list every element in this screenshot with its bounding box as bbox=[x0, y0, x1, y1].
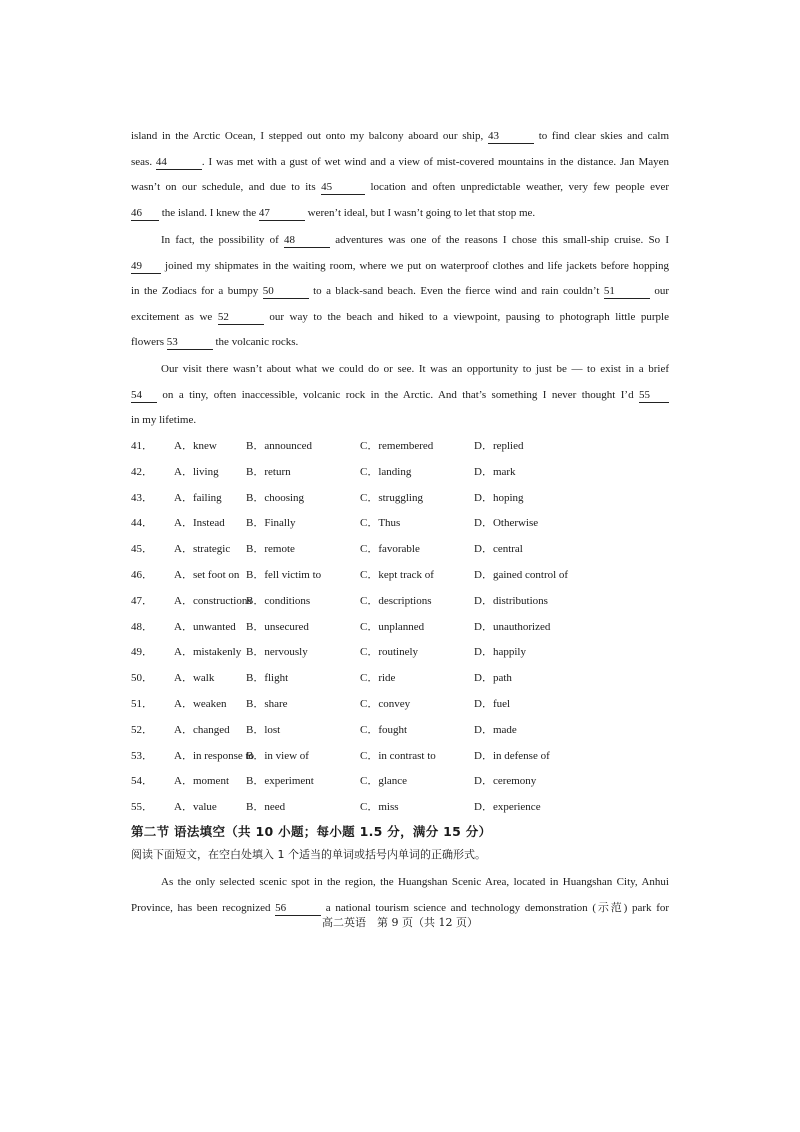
blank-44: 44 bbox=[156, 156, 202, 170]
option-row-53: 53． A．in response to B．in view of C．in contrast to D．in defense of bbox=[131, 749, 550, 762]
text-line: in my lifetime. bbox=[131, 414, 197, 427]
section-instruction: 阅读下面短文，在空白处填入 1 个适当的单词或括号内单词的正确形式。 bbox=[131, 848, 486, 861]
passage-paragraph-3 bbox=[131, 357, 669, 434]
option-row-47: 47． A．constructions B．conditions C．descriptions D．distributions bbox=[131, 594, 548, 607]
blank-47: 47 bbox=[259, 207, 305, 221]
text-line: in the Zodiacs for a bumpy 50 to a black-sand beach. Even the fierce wind and rain couldn’t 51 our bbox=[131, 285, 670, 298]
option-row-48: 48． A．unwanted B．unsecured C．unplanned D．unauthorized bbox=[131, 620, 551, 633]
option-row-46: 46． A．set foot on B．fell victim to C．kept track of D．gained control of bbox=[131, 568, 569, 581]
option-row-50: 50． A．walk B．flight C．ride D．path bbox=[131, 672, 512, 685]
blank-43: 43 bbox=[488, 130, 534, 144]
text-line: excitement as we 52 our way to the beach and hiked to a viewpoint, pausing to photograph little purple bbox=[131, 310, 670, 323]
option-row-42: 42． A．living B．return C．landing D．mark bbox=[131, 465, 516, 478]
blank-50: 50 bbox=[263, 285, 309, 299]
text-line: island in the Arctic Ocean, I stepped out onto my balcony aboard our ship, 43 to find clear skies and calm bbox=[131, 130, 670, 142]
blank-46: 46 bbox=[131, 207, 159, 221]
option-row-54: 54． A．moment B．experiment C．glance D．ceremony bbox=[131, 775, 537, 788]
blank-49: 49 bbox=[131, 260, 161, 274]
text-line: In fact, the possibility of 48 adventures was one of the reasons I chose this small-ship cruise. So I bbox=[161, 234, 669, 246]
text-line: Our visit there wasn’t about what we could do or see. It was an opportunity to just be — to exist in a brief bbox=[161, 363, 669, 375]
option-row-55: 55． A．value B．need C．miss D．experience bbox=[131, 801, 541, 814]
blank-51: 51 bbox=[604, 285, 650, 299]
text-line: flowers 53 the volcanic rocks. bbox=[131, 336, 299, 349]
text-line: 54 on a tiny, often inaccessible, volcanic rock in the Arctic. And that’s something I never thought I’d 55 bbox=[131, 383, 669, 409]
section-heading: 第二节 语法填空（共 10 小题；每小题 1.5 分，满分 15 分） bbox=[131, 824, 492, 839]
text-line: wasn’t on our schedule, and due to its 45 location and often unpredictable weather, very few people ever bbox=[131, 181, 670, 194]
page-footer: 高二英语 第 9 页（共 12 页） bbox=[322, 916, 478, 929]
option-row-49: 49． A．mistakenly B．nervously C．routinely D．happily bbox=[131, 646, 526, 659]
blank-56: 56 bbox=[275, 902, 321, 916]
text-line: Province, has been recognized 56 a national tourism science and technology demonstration (示范) park for bbox=[131, 901, 670, 914]
blank-55: 55 bbox=[639, 389, 669, 403]
option-row-45: 45． A．strategic B．remote C．favorable D．central bbox=[131, 543, 523, 556]
text-line: 49 joined my shipmates in the waiting room, where we put on waterproof clothes and life jackets before hopping bbox=[131, 259, 670, 272]
option-row-51: 51． A．weaken B．share C．convey D．fuel bbox=[131, 697, 511, 710]
text-line: As the only selected scenic spot in the region, the Huangshan Scenic Area, located in Huangshan City, Anhui bbox=[161, 876, 669, 888]
option-row-43: 43． A．failing B．choosing C．struggling D．hoping bbox=[131, 491, 524, 504]
answer-options bbox=[131, 434, 651, 821]
text-line: 46 the island. I knew the 47 weren’t ideal, but I wasn’t going to let that stop me. bbox=[131, 206, 536, 219]
blank-54: 54 bbox=[131, 389, 157, 403]
option-row-41: 41． A．knew B．announced C．remembered D．replied bbox=[131, 440, 524, 452]
option-row-52: 52． A．changed B．lost C．fought D．made bbox=[131, 723, 517, 736]
blank-53: 53 bbox=[167, 336, 213, 350]
text-line: seas. 44 . I was met with a gust of wet wind and a view of mist-covered mountains in the distance. Jan Mayen bbox=[131, 155, 669, 168]
option-row-44: 44． A．Instead B．Finally C．Thus D．Otherwise bbox=[131, 517, 539, 530]
blank-48: 48 bbox=[284, 234, 330, 248]
blank-52: 52 bbox=[218, 311, 264, 325]
blank-45: 45 bbox=[321, 181, 365, 195]
passage-paragraph-1 bbox=[131, 124, 669, 226]
passage-paragraph-2 bbox=[131, 228, 669, 356]
